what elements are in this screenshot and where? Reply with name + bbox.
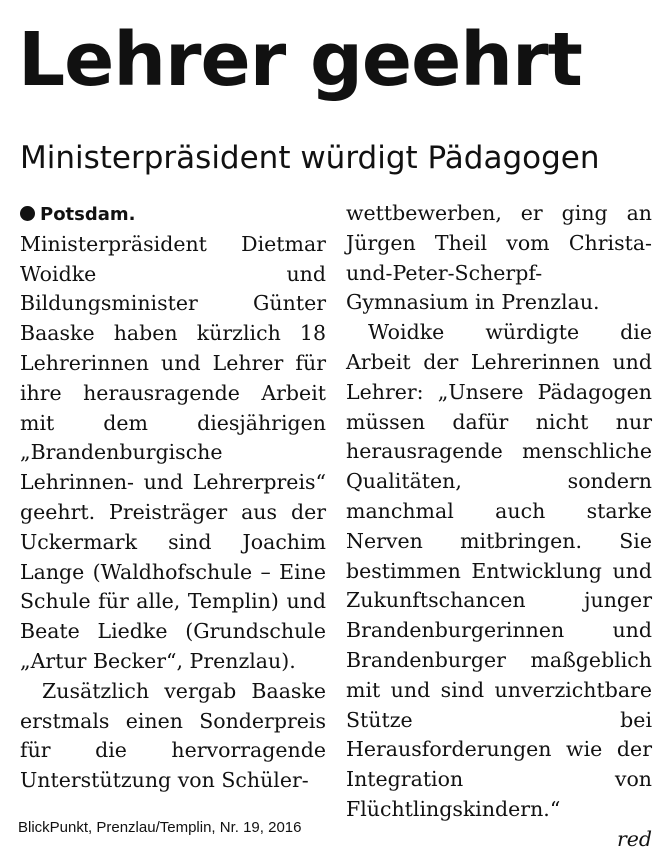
paragraph-2-continued: wettbewerben, er ging an Jürgen Theil vom Christa-und-Peter-Scherpf-Gymnasium in Prenzlau.: [346, 201, 652, 315]
column-left: [20, 199, 326, 855]
paragraph-1-text: Ministerpräsident Dietmar Woidke und Bildungsminister Günter Baaske haben kürzlich 18 Lehrerinnen und Lehrer für ihre herausragende Arbeit mit dem diesjährigen „Brandenburgische Lehrinnen- und Lehrerpreis“ geehrt. Preisträger aus der Uckermark sind Joachim Lange (Waldhofschule – Eine Schule für alle, Templin) und Beate Liedke (Grundschule „Artur Becker“, Prenzlau).: [20, 231, 326, 673]
paragraph-2-text: Zusätzlich vergab Baaske erstmals einen Sonderpreis für die hervorragende Unterstützung von Schüler-: [20, 678, 326, 793]
bullet-icon: [20, 206, 35, 221]
author: red: [616, 826, 652, 851]
paragraph-3: [346, 318, 652, 825]
source-citation: BlickPunkt, Prenzlau/Templin, Nr. 19, 2016: [18, 819, 302, 836]
paragraph-1: [20, 199, 326, 677]
paragraph-2-start: [20, 677, 326, 796]
paragraph-2-end: [346, 199, 652, 318]
dateline: Potsdam.: [40, 204, 136, 225]
subheadline: Ministerpräsident würdigt Pädagogen: [20, 140, 600, 176]
column-right: [346, 199, 652, 855]
article-body: [20, 199, 652, 855]
headline: Lehrer geehrt: [18, 17, 582, 103]
paragraph-3-text: Woidke würdigte die Arbeit der Lehrerinnen und Lehrer: „Unsere Pädagogen müssen dafür nicht nur herausragende menschliche Qualitäten, sondern manchmal auch starke Nerven mitbringen. Sie bestimmen Entwicklung und Zukunftschancen junger Brandenburgerinnen und Brandenburger maßgeblich mit und sind unverzichtbare Stütze bei Herausforderungen wie der Integration von Flüchtlingskindern.“: [346, 320, 652, 821]
